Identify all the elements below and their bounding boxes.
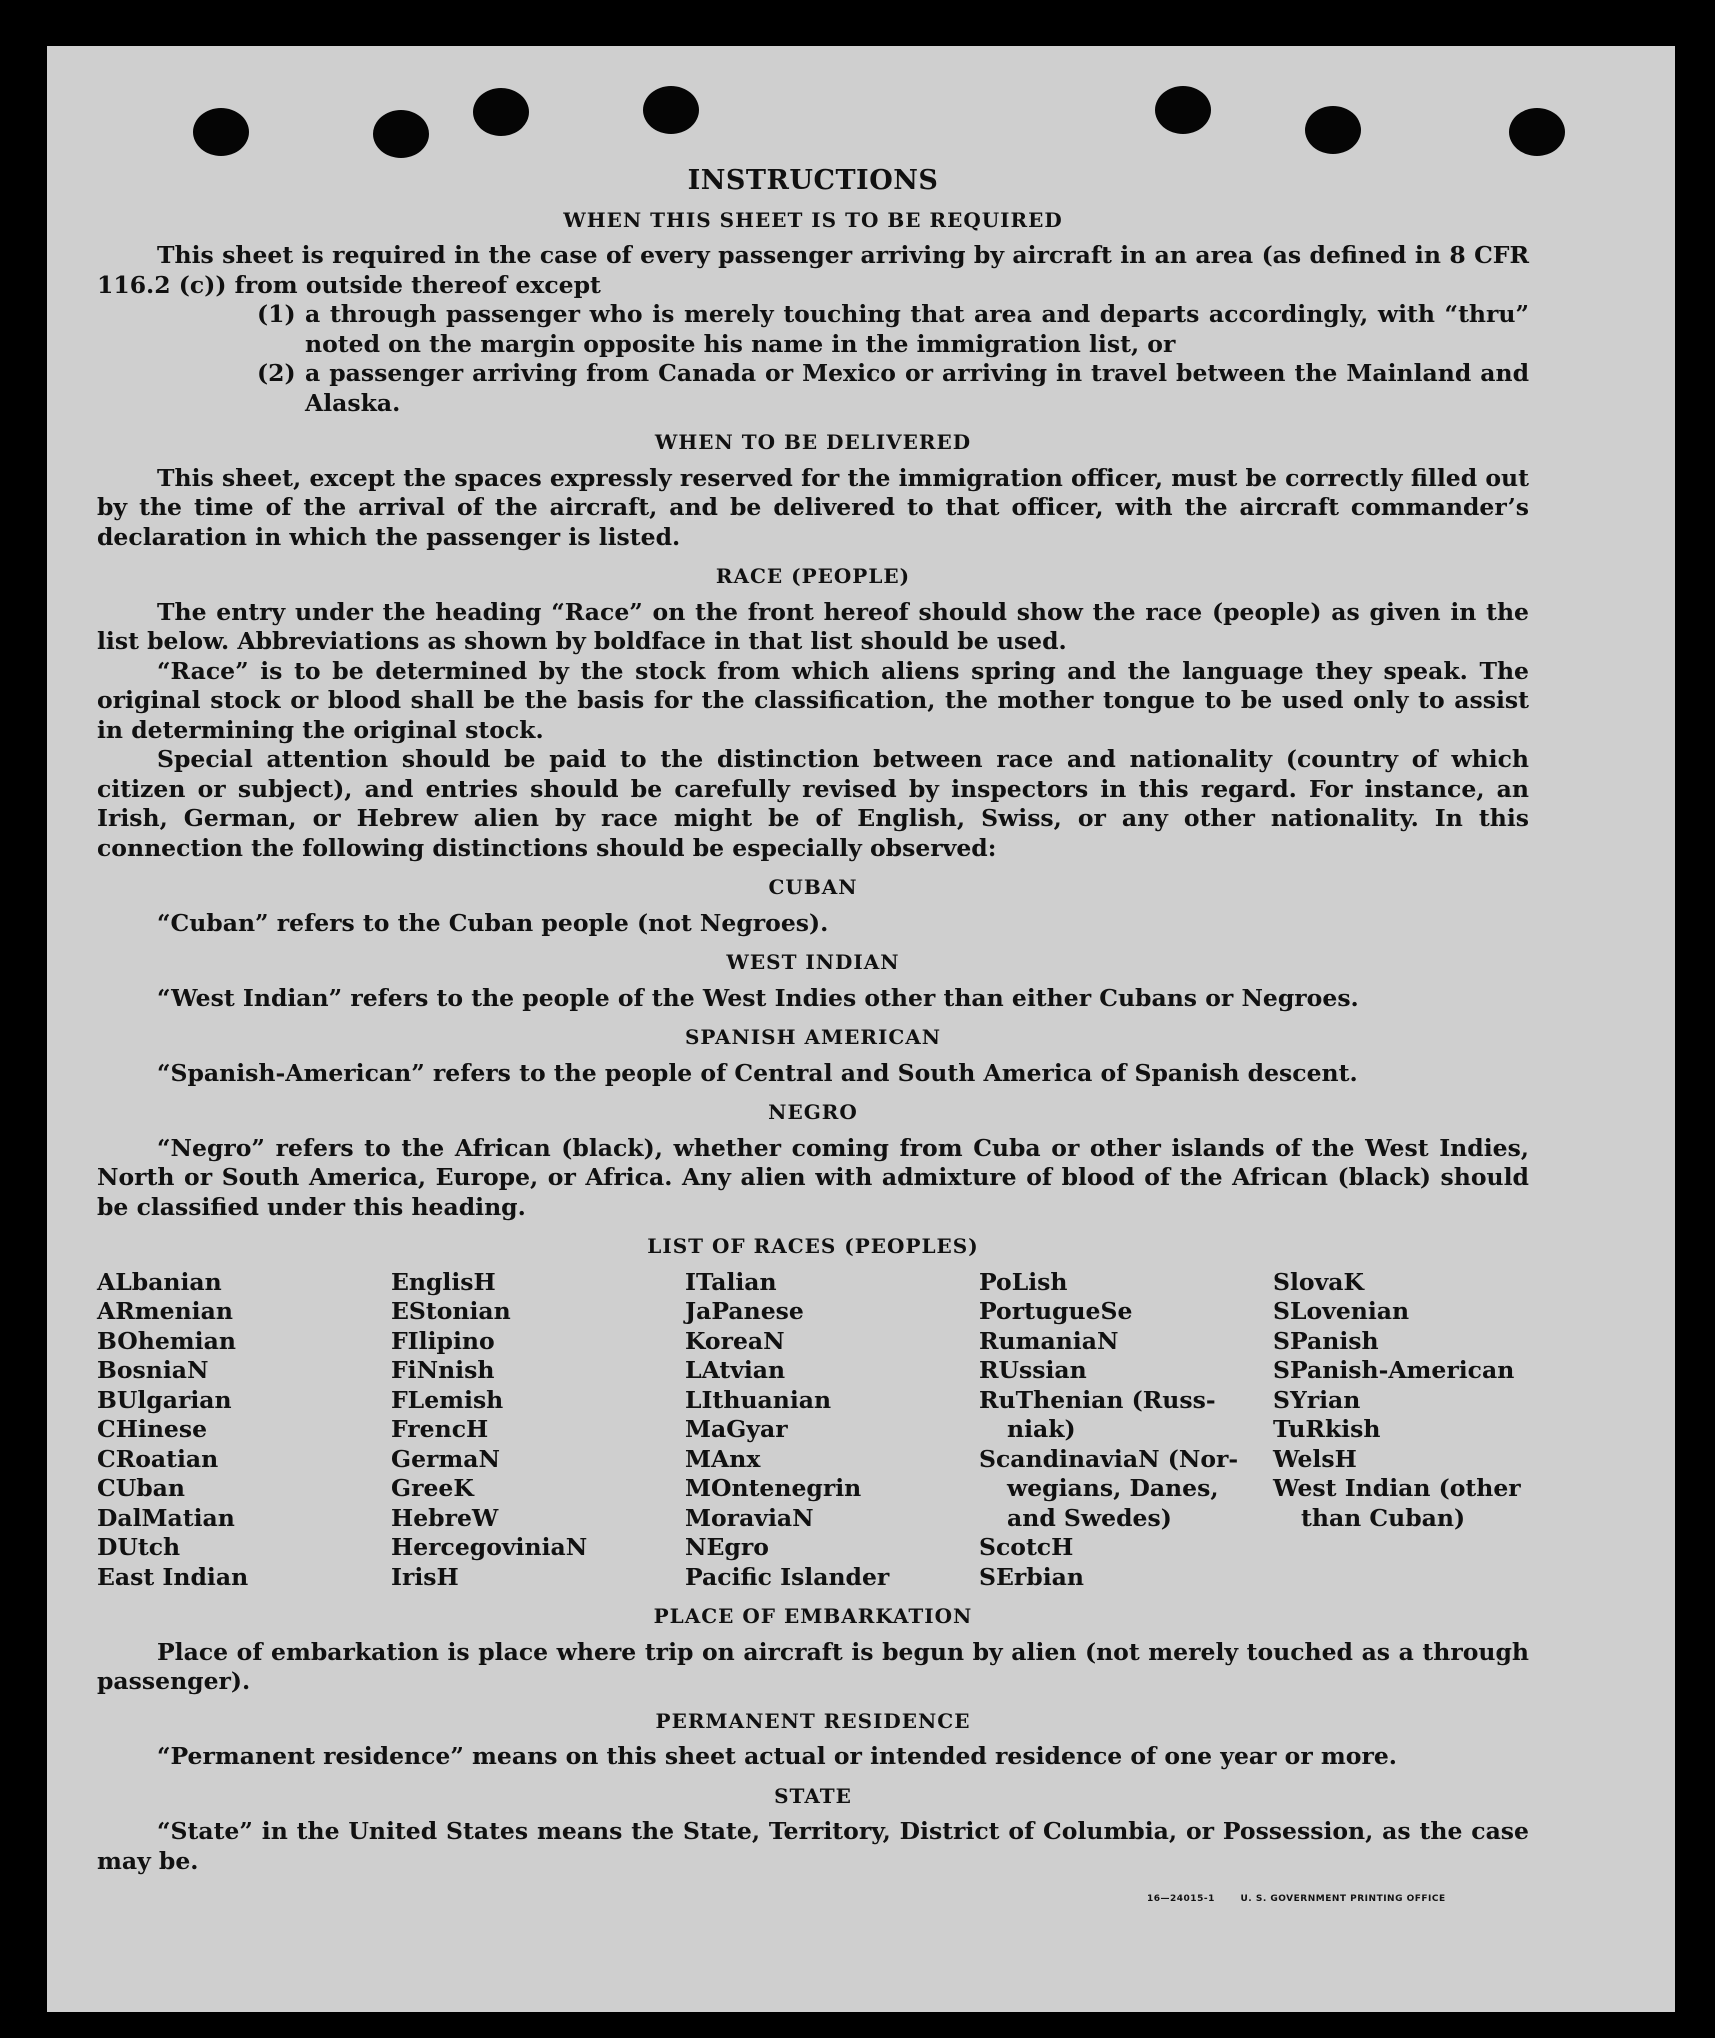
race-item: wegians, Danes, [1007, 1474, 1219, 1502]
race-item: KoreaN [685, 1326, 785, 1355]
race-item: BUlgarian [97, 1385, 232, 1414]
section-heading: PERMANENT RESIDENCE [655, 1708, 971, 1733]
race-item: LIthuanian [685, 1385, 832, 1414]
race-item: RuThenian (Russ- [979, 1385, 1216, 1414]
race-item: CUban [97, 1474, 185, 1502]
punch-hole [373, 110, 429, 158]
race-item: SLovenian [1273, 1297, 1410, 1325]
section-heading: RACE (PEOPLE) [715, 564, 911, 588]
form-number: 16—24015-1 [1147, 1894, 1215, 1904]
race-item: TuRkish [1273, 1415, 1381, 1443]
race-item: FIlipino [391, 1326, 495, 1355]
race-item: GreeK [391, 1474, 474, 1502]
printer-imprint [1147, 1894, 1468, 1904]
race-item: HebreW [391, 1503, 499, 1532]
race-item: EnglisH [391, 1267, 496, 1296]
list-item [97, 300, 1529, 359]
paragraph: “State” in the United States means the State, Territory, District of Columbia, or Possession, as the case may be. [97, 1817, 1529, 1875]
race-list [97, 1268, 1529, 1593]
race-item: NEgro [685, 1533, 769, 1561]
race-item: DUtch [97, 1533, 181, 1561]
paragraph: This sheet is required in the case of every passenger arriving by aircraft in an area (as defined in 8 CFR 116.2 (c)) from outside thereof except [97, 241, 1529, 299]
race-column [979, 1268, 1273, 1593]
section-heading: LIST OF RACES (PEOPLES) [647, 1234, 979, 1258]
race-item: SPanish-American [1273, 1356, 1515, 1384]
race-item: MAnx [685, 1444, 761, 1473]
race-item: FrencH [391, 1415, 489, 1443]
race-item: BOhemian [97, 1326, 236, 1355]
section-heading: STATE [774, 1783, 852, 1808]
race-column [685, 1268, 979, 1593]
race-column [97, 1268, 391, 1593]
race-item: IrisH [391, 1562, 459, 1591]
section-heading: NEGRO [768, 1100, 858, 1124]
list-item [97, 359, 1529, 418]
race-item: and Swedes) [1007, 1503, 1172, 1532]
paragraph: “Cuban” refers to the Cuban people (not Negroes). [157, 908, 829, 937]
race-item: ARmenian [97, 1297, 233, 1325]
race-item: East Indian [97, 1562, 249, 1591]
race-item: BosniaN [97, 1356, 209, 1384]
paragraph: Special attention should be paid to the distinction between race and nationality (country of which citizen or subject), and entries should be carefully revised by inspectors in this regard. For instance, an Irish, German, or Hebrew alien by race might be of English, Swiss, or any other nationality. In this connection the following distinctions should be especially observed: [97, 745, 1529, 862]
race-item: DalMatian [97, 1503, 235, 1532]
list-number: (2) [257, 359, 296, 387]
section-heading: WHEN THIS SHEET IS TO BE REQUIRED [563, 207, 1063, 232]
race-item: SYrian [1273, 1385, 1361, 1414]
race-item: ALbanian [97, 1267, 222, 1296]
race-item: CHinese [97, 1415, 208, 1443]
race-item: RUssian [979, 1356, 1087, 1384]
paragraph: “Spanish-American” refers to the people of Central and South America of Spanish descent. [157, 1058, 1358, 1087]
race-item: MoraviaN [685, 1503, 814, 1532]
list-text: a passenger arriving from Canada or Mexico or arriving in travel between the Mainland and Alaska. [305, 359, 1529, 417]
race-item: EStonian [391, 1297, 511, 1325]
race-item: ScandinaviaN (Nor- [979, 1444, 1239, 1473]
race-item: PortugueSe [979, 1297, 1133, 1325]
section-heading: PLACE OF EMBARKATION [653, 1604, 973, 1628]
document-page [47, 46, 1675, 2012]
race-item: CRoatian [97, 1444, 219, 1473]
section-heading: SPANISH AMERICAN [684, 1025, 942, 1049]
printer-name: U. S. GOVERNMENT PRINTING OFFICE [1240, 1894, 1446, 1904]
list-text: a through passenger who is merely touching that area and departs accordingly, with “thru” noted on the margin opposite his name in the immigration list, or [305, 300, 1529, 358]
race-item: MOntenegrin [685, 1474, 862, 1502]
paragraph: “Permanent residence” means on this sheet actual or intended residence of one year or more. [157, 1742, 1397, 1770]
list-number: (1) [257, 300, 296, 328]
punch-hole [473, 88, 529, 136]
punch-hole [643, 86, 699, 134]
race-item: FLemish [391, 1385, 504, 1414]
race-item: GermaN [391, 1444, 500, 1473]
race-item: PoLish [979, 1267, 1068, 1296]
punch-hole [193, 108, 249, 156]
paragraph: Place of embarkation is place where trip on aircraft is begun by alien (not merely touched as a through passenger). [97, 1637, 1529, 1695]
paragraph: “West Indian” refers to the people of the West Indies other than either Cubans or Negroes. [157, 983, 1359, 1012]
race-column [1273, 1268, 1529, 1593]
section-heading: CUBAN [768, 875, 858, 899]
race-item: JaPanese [685, 1297, 804, 1325]
punch-hole [1155, 86, 1211, 134]
race-item: HercegoviniaN [391, 1533, 588, 1561]
paragraph: The entry under the heading “Race” on the front hereof should show the race (people) as given in the list below. Abbreviations as shown by boldface in that list should be used. [97, 597, 1529, 655]
race-item: MaGyar [685, 1415, 788, 1443]
race-item: SlovaK [1273, 1267, 1364, 1296]
paragraph: “Negro” refers to the African (black), whether coming from Cuba or other islands of the West Indies, North or South America, Europe, or Africa. Any alien with admixture of blood of the African (black) should be classified under this heading. [97, 1133, 1529, 1221]
section-heading: WEST INDIAN [726, 950, 900, 974]
race-column [391, 1268, 685, 1593]
race-item: Pacific Islander [685, 1562, 890, 1591]
page-title: INSTRUCTIONS [687, 165, 939, 196]
punch-hole [1305, 106, 1361, 154]
race-item: SPanish [1273, 1326, 1379, 1355]
race-item: ScotcH [979, 1533, 1074, 1561]
instructions-body [97, 158, 1529, 1876]
race-item: West Indian (other [1273, 1474, 1521, 1502]
paragraph: This sheet, except the spaces expressly reserved for the immigration officer, must be correctly filled out by the time of the arrival of the aircraft, and be delivered to that officer, with the aircraft commander’s declaration in which the passenger is listed. [97, 463, 1529, 551]
race-item: RumaniaN [979, 1326, 1119, 1355]
paragraph: “Race” is to be determined by the stock from which aliens spring and the language they speak. The original stock or blood shall be the basis for the classification, the mother tongue to be used only to assist in determining the original stock. [97, 656, 1529, 744]
race-item: SErbian [979, 1562, 1084, 1591]
punch-hole [1509, 108, 1565, 156]
race-item: WelsH [1273, 1444, 1357, 1473]
section-heading: WHEN TO BE DELIVERED [654, 430, 972, 454]
race-item: FiNnish [391, 1356, 495, 1384]
race-item: than Cuban) [1301, 1503, 1466, 1532]
race-item: ITalian [685, 1267, 777, 1296]
race-item: niak) [1007, 1415, 1076, 1443]
race-item: LAtvian [685, 1356, 786, 1384]
